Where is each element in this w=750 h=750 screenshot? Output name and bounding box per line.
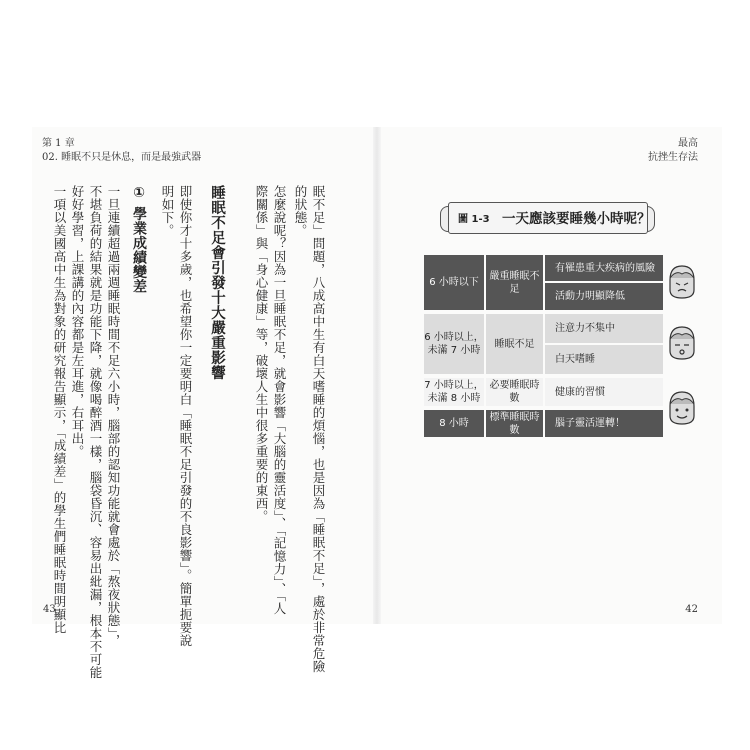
text-column: 一旦連續超過兩週睡眠時間不足六小時，腦部的認知功能就會處於「熬夜狀態」，: [106, 185, 121, 647]
effect-cell: 注意力不集中: [545, 314, 663, 343]
figure-title: 一天應該要睡幾小時呢？: [502, 211, 651, 227]
text-column: 一項以美國高中生為對象的研究報告顯示，「成績差」的學生們睡眠時間明顯比: [52, 185, 67, 634]
hours-line: 未滿 8 小時: [427, 393, 481, 404]
status-cell: 嚴重睡眠不足: [486, 255, 543, 310]
text-column: 際關係」與「身心健康」等，破壞人生中很多重要的東西。: [254, 185, 269, 523]
hours-line: 未滿 7 小時: [427, 345, 481, 356]
figure-banner: [440, 200, 655, 236]
hours-cell: 6 小時以下: [424, 255, 484, 310]
status-cell: 睡眠不足: [486, 314, 543, 374]
status-cell: 必要睡眠時數: [486, 378, 543, 406]
hours-line: 7 小時以上，: [424, 380, 484, 391]
text-column: 即使你才十多歲，也希望你一定要明白「睡眠不足引發的不良影響」。簡單扼要說: [178, 185, 193, 647]
effect-cell: 腦子靈活運轉！: [545, 410, 663, 437]
book-title-line2: 抗挫生存法: [648, 152, 698, 163]
effect-cell: 白天嗜睡: [545, 345, 663, 374]
chapter-label: 第 1 章: [42, 138, 75, 149]
subsection-heading: ① 學業成績變差: [131, 185, 147, 294]
figure-label: 圖 1-3: [458, 214, 490, 225]
happy-face-icon: [666, 390, 698, 426]
sleepy-face-icon: [666, 325, 698, 361]
effect-cell: 健康的習慣: [545, 378, 663, 406]
hours-cell: [424, 378, 484, 406]
text-column: 不堪負荷的結果就是功能下降，就像喝醉酒一樣，腦袋昏沉、容易出紕漏，根本不可能: [88, 185, 103, 679]
page-number-right: 42: [685, 604, 698, 615]
text-column: 好好學習，上課講的內容都是左耳進，右耳出。: [70, 185, 85, 458]
section-heading: 睡眠不足會引發十大嚴重影響: [209, 185, 225, 380]
text-column: 眠不足」問題，八成高中生有白天嗜睡的煩惱，也是因為「睡眠不足」，處於非常危險: [311, 185, 326, 673]
book-title-line1: 最高: [678, 138, 698, 149]
text-column: 明如下。: [160, 185, 175, 237]
right-page-header: [648, 137, 698, 165]
status-cell: 標準睡眠時數: [486, 410, 543, 437]
section-title: 02. 睡眠不只是休息，而是最強武器: [42, 152, 202, 163]
effect-cell: 有罹患重大疾病的風險: [545, 255, 663, 281]
hours-line: 6 小時以上，: [424, 332, 484, 343]
book-gutter: [373, 127, 381, 624]
hours-cell: 8 小時: [424, 410, 484, 437]
hours-cell: [424, 314, 484, 374]
text-column: 怎麼說呢？因為一旦睡眠不足，就會影響「大腦的靈活度」、「記憶力」、「人: [272, 185, 287, 615]
page-number-left: 43: [43, 604, 56, 615]
left-page-header: [42, 137, 201, 165]
tired-face-icon: [666, 264, 698, 300]
text-column: 的狀態。: [293, 185, 308, 237]
effect-cell: 活動力明顯降低: [545, 283, 663, 310]
